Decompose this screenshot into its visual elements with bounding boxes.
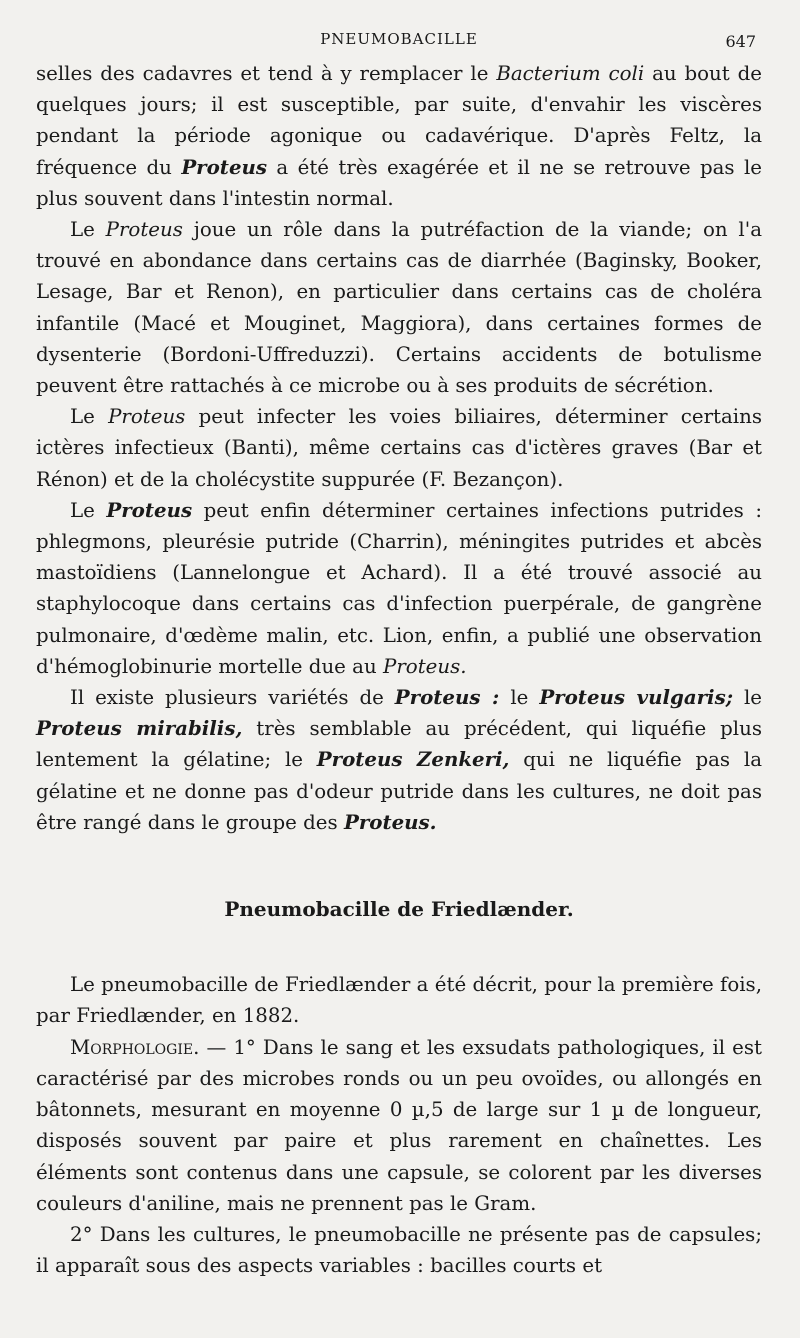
text-run: très semblable au précédent, qui liquéfie plus lentement la gélatine; le [36,717,763,772]
text-run: selles des cadavres et tend à y remplacer le [36,62,497,85]
section-heading: Pneumobacille de Friedlænder. [224,897,574,922]
text-run: le [733,686,762,710]
body-text [36,58,762,1281]
text-run: le [499,686,540,710]
italic-term: Proteus [181,154,268,179]
text-run: Le [70,498,107,522]
intro-paragraph: Le pneumobacille de Friedlænder a été décrit, pour la première fois, par Friedlænder, en 1882. [36,973,762,1028]
italic-term: Proteus : [394,685,500,710]
paragraph-3 [36,495,762,682]
paragraph-1 [36,214,762,401]
italic-term: Proteus [106,497,193,522]
italic-term: Proteus Zenkeri, [316,747,510,772]
running-header [36,28,762,58]
text-run: Il existe plusieurs variétés de [70,686,395,710]
text-run: Le [70,405,109,429]
italic-term: Proteus. [383,654,467,678]
italic-term: Proteus [105,218,183,242]
morphology-paragraph-2: 2° Dans les cultures, le pneumobacille ne présente pas de capsules; il apparaît sous des aspects variables : bacilles courts et [36,1222,762,1278]
italic-term: Proteus mirabilis, [36,716,243,741]
paragraph-0 [36,58,762,214]
text-run: peut infecter les voies biliaires, déterminer certains ictères infectieux (Banti), même certains cas d'ictères graves (Bar et Rénon) et de la cholécystite suppurée (F. Bezançon). [36,405,762,491]
italic-term: Proteus. [343,809,437,834]
text-run: peut enfin déterminer certaines infections putrides : phlegmons, pleurésie putride (Charrin), méningites putrides et abcès mastoïdiens (Lannelongue et Achard). Il a été trouvé associé au staphylocoque dans certains cas d'infection puerpérale, de gangrène pulmonaire, d'œdème malin, etc. Lion, enfin, a publié une observation d'hémoglobinurie mortelle due au [36,498,762,678]
running-title: PNEUMOBACILLE [320,30,478,48]
morphology-paragraph-1 [36,1032,762,1219]
italic-term: Bacterium coli [496,62,645,85]
italic-term: Proteus vulgaris; [539,685,734,710]
morphology-label: Morphologie. [70,1035,200,1059]
text-run: qui ne liquéfie pas la gélatine et ne donne pas d'odeur putride dans les cultures, ne doit pas être rangé dans le groupe des [36,748,762,834]
text-run: joue un rôle dans la putréfaction de la viande; on l'a trouvé en abondance dans certains cas de diarrhée (Baginsky, Booker, Lesage, Bar et Renon), en particulier dans certains cas de choléra infantile (Macé et Mouginet, Maggiora), dans certaines formes de dysenterie (Bordoni-Uffreduzzi). Certains accidents de botulisme peuvent être rattachés à ce microbe ou à ses produits de sécrétion. [36,218,762,398]
page-number: 647 [725,32,756,51]
paragraph-2 [36,401,762,495]
morphology-text-1: — 1° Dans le sang et les exsudats pathologiques, il est caractérisé par des microbes ronds ou un peu ovoïdes, ou allongés en bâtonnets, mesurant en moyenne 0 µ,5 de large sur 1 µ de longueur, disposés souvent par paire et plus rarement en chaînettes. Les éléments sont contenus dans une capsule, se colorent par les diverses couleurs d'aniline, mais ne prennent pas le Gram. [36,1035,762,1215]
text-run: au bout de quelques jours; il est susceptible, par suite, d'envahir les viscères pendant la période agonique ou cadavérique. D'après Feltz, la fréquence du [36,62,762,179]
text-run: Le [70,218,106,242]
text-run: a été très exagérée et il ne se retrouve pas le plus souvent dans l'intestin normal. [36,155,762,210]
italic-term: Proteus [108,405,186,429]
paragraph-4 [36,682,762,838]
